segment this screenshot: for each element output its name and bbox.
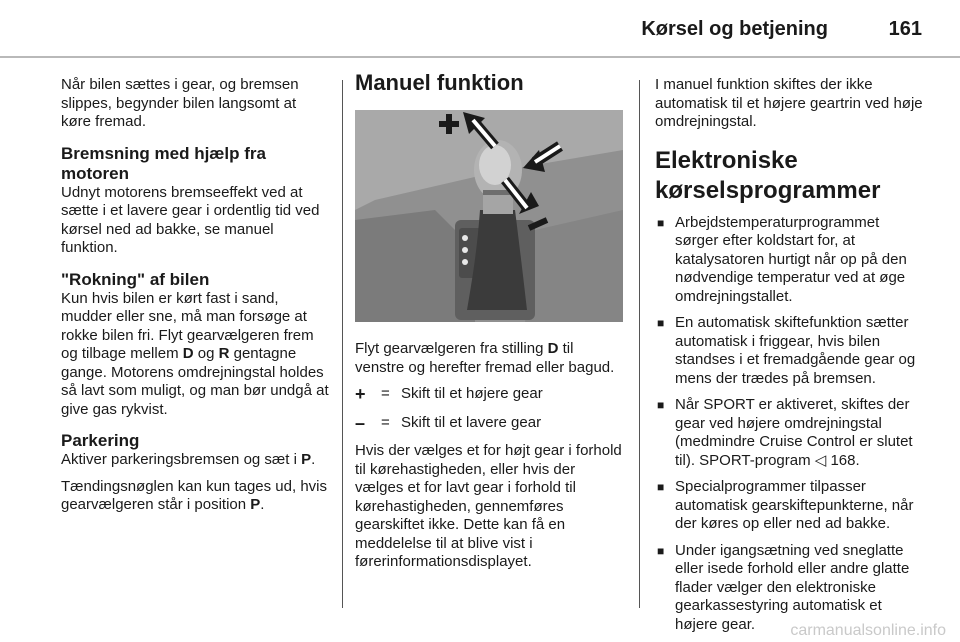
parking-text-a: Aktiver parkeringsbremsen og sæt i <box>61 451 302 468</box>
caption-text-a: Flyt gearvælgeren fra stilling <box>355 340 548 357</box>
page-header <box>0 0 960 50</box>
caption-gear-d: D <box>547 340 559 357</box>
shift-up-row <box>355 385 623 404</box>
shift-up-equals: = <box>381 385 390 402</box>
section-heading-parking: Parkering <box>61 431 140 450</box>
column-divider-2 <box>639 80 640 608</box>
list-item-text: Når SPORT er aktiveret, skiftes der gear ved højere omdrejningstal (medmindre Cruise Control er slutet til). SPORT-program ◁ 168. <box>675 396 913 469</box>
column-1 <box>61 76 329 523</box>
bullet-icon: ■ <box>657 543 665 558</box>
bullet-icon: ■ <box>657 316 665 330</box>
rocking-text-og: og <box>193 345 219 362</box>
ignition-text-b: . <box>260 496 265 513</box>
watermark: carmanualsonline.info <box>790 622 946 639</box>
programs-list <box>655 214 923 635</box>
plus-icon: + <box>355 384 366 404</box>
section-heading-engine-braking: Bremsning med hjælp fra motoren <box>61 143 266 183</box>
section-heading-rocking: "Rokning" af bilen <box>61 269 210 289</box>
list-item <box>655 542 923 635</box>
list-item <box>655 314 923 388</box>
gear-selector-illustration <box>355 110 623 322</box>
column-divider-1 <box>342 80 343 608</box>
ignition-text-a: Tændingsnøglen kan kun tages ud, hvis gearvælgeren står i position <box>61 477 327 513</box>
shift-down-row <box>355 414 623 433</box>
bullet-icon: ■ <box>657 215 665 230</box>
gear-d-label: D <box>182 345 194 362</box>
header-divider <box>0 56 960 58</box>
page-number: 161 <box>888 18 922 40</box>
shift-down-equals: = <box>381 413 390 431</box>
section-heading-programs: Elektroniske kørselsprogrammer <box>655 146 881 204</box>
list-item-text: Arbejdstemperaturprogrammet sørger efter koldstart for, at katalysatoren hurtigt når op på den nødvendige temperatur ved at øge omdrejningstallet. <box>675 213 907 305</box>
manual-mode-note: I manuel funktion skiftes der ikke automatisk til et højere geartrin ved høje omdrejningstal. <box>655 76 923 130</box>
figure-caption <box>355 340 623 377</box>
engine-braking-text: Udnyt motorens bremseeffekt ved at sætte i et lavere gear i ordentlig tid ved kørsel ned ad bakke, se manuel funktion. <box>61 183 320 256</box>
gear-selector-drawing <box>355 110 623 322</box>
list-item-text: Under igangsætning ved sneglatte eller isede forhold eller andre glatte flader vælger den elektroniske gearkassestyring automatisk et højere gear. <box>675 541 910 633</box>
bullet-icon: ■ <box>657 480 665 494</box>
parking-text <box>61 451 329 470</box>
header-title: Kørsel og betjening <box>641 18 828 40</box>
list-item <box>655 214 923 307</box>
caption-text-b: til venstre og herefter fremad eller bagud. <box>355 340 615 376</box>
manual-mode-body: Hvis der vælges et for højt gear i forhold til kørehastigheden, eller hvis der vælges et for lavt gear i forhold til kørehastigheden, gennemføres gearskiftet ikke. Dette kan få en meddelelse til at blive vist i førerinformationsdisplayet. <box>355 442 622 570</box>
list-item <box>655 396 923 470</box>
gear-r-label: R <box>218 345 230 362</box>
parking-text-b: . <box>311 451 316 468</box>
shift-down-text: Skift til et lavere gear <box>401 413 542 431</box>
column-2 <box>355 70 623 580</box>
rocking-text-a: Kun hvis bilen er kørt fast i sand, mudder eller sne, må man forsøge at rokke bilen fri. Flyt gearvælgeren frem og tilbage mellem <box>61 289 314 362</box>
list-item-text: En automatisk skiftefunktion sætter automatisk i friggear, hvis bilen standses i et fremadgående gear og mens der trædes på bremsen. <box>675 314 916 387</box>
gear-p-label: P <box>301 451 312 468</box>
ignition-key-text <box>61 478 329 515</box>
section-heading-manual-mode: Manuel funktion <box>355 70 524 95</box>
gear-p-label-2: P <box>250 496 261 513</box>
list-item-text: Specialprogrammer tilpasser automatisk gearskiftepunkterne, når der køres op eller ned ad bakke. <box>675 478 914 532</box>
list-item <box>655 478 923 534</box>
bullet-icon: ■ <box>657 398 665 412</box>
column-3 <box>655 76 923 642</box>
rocking-text-b: gentagne gange. Motorens omdrejningstal holdes så lavt som muligt, og man bør undgå at give gas rykvist. <box>61 345 329 418</box>
rocking-text <box>61 290 329 420</box>
minus-icon: – <box>355 412 366 433</box>
intro-paragraph: Når bilen sættes i gear, og bremsen slippes, begynder bilen langsomt at køre fremad. <box>61 76 299 130</box>
shift-up-text: Skift til et højere gear <box>401 385 543 402</box>
